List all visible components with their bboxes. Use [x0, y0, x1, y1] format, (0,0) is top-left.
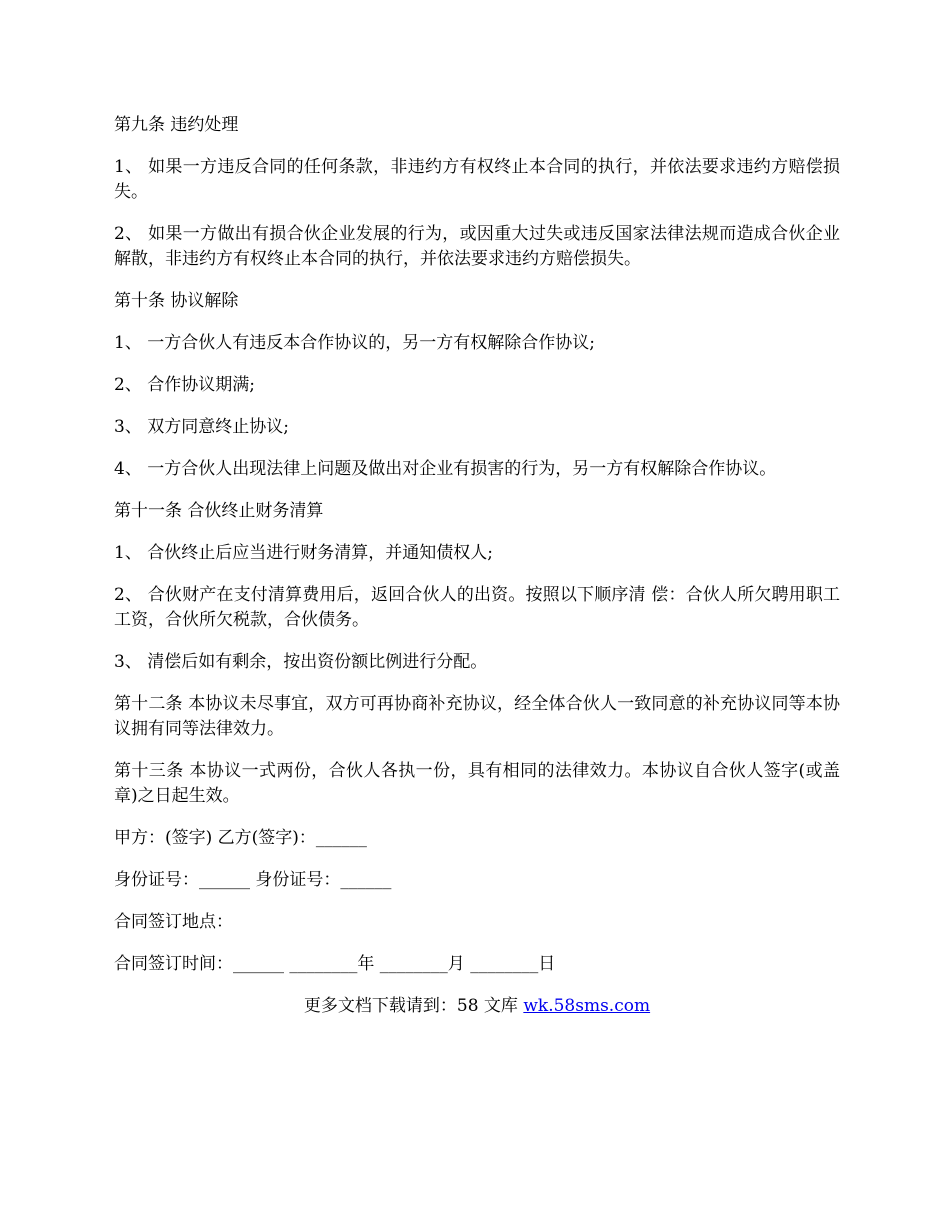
article-12: 第十二条 本协议未尽事宜，双方可再协商补充协议，经全体合伙人一致同意的补充协议同等本协议拥有同等法律效力。 [114, 694, 840, 739]
article-10-clause-3: 3、 双方同意终止协议; [114, 417, 289, 437]
article-11-heading: 第十一条 合伙终止财务清算 [114, 501, 324, 521]
article-10-clause-2: 2、 合作协议期满; [114, 375, 255, 395]
signing-place-line: 合同签订地点： [114, 912, 233, 932]
article-9-clause-1: 1、 如果一方违反合同的任何条款，非违约方有权终止本合同的执行，并依法要求违约方赔偿损失。 [114, 157, 840, 202]
footer-link[interactable]: wk.58sms.com [523, 996, 651, 1016]
article-10-heading: 第十条 协议解除 [114, 291, 239, 311]
article-10-clause-4: 4、 一方合伙人出现法律上问题及做出对企业有损害的行为，另一方有权解除合作协议。 [114, 459, 777, 479]
article-9-heading: 第九条 违约处理 [114, 115, 239, 135]
article-9-clause-2: 2、 如果一方做出有损合伙企业发展的行为，或因重大过失或违反国家法律法规而造成合伙企业解散，非违约方有权终止本合同的执行，并依法要求违约方赔偿损失。 [114, 224, 840, 269]
id-number-line: 身份证号：______ 身份证号：______ [114, 870, 392, 890]
article-10-clause-1: 1、 一方合伙人有违反本合作协议的，另一方有权解除合作协议; [114, 333, 595, 353]
footer-text: 更多文档下载请到：58 文库 [303, 996, 524, 1016]
signing-date-line: 合同签订时间：______ ________年 ________月 ________日 [114, 954, 556, 974]
article-11-clause-3: 3、 清偿后如有剩余，按出资份额比例进行分配。 [114, 652, 488, 672]
article-11-clause-2: 2、 合伙财产在支付清算费用后，返回合伙人的出资。按照以下顺序清 偿：合伙人所欠聘用职工工资，合伙所欠税款，合伙债务。 [114, 585, 840, 630]
signature-line: 甲方：(签字) 乙方(签字)：______ [114, 828, 367, 848]
download-footer [114, 994, 840, 1019]
article-11-clause-1: 1、 合伙终止后应当进行财务清算，并通知债权人; [114, 543, 493, 563]
article-13: 第十三条 本协议一式两份，合伙人各执一份，具有相同的法律效力。本协议自合伙人签字(或盖章)之日起生效。 [114, 761, 840, 806]
